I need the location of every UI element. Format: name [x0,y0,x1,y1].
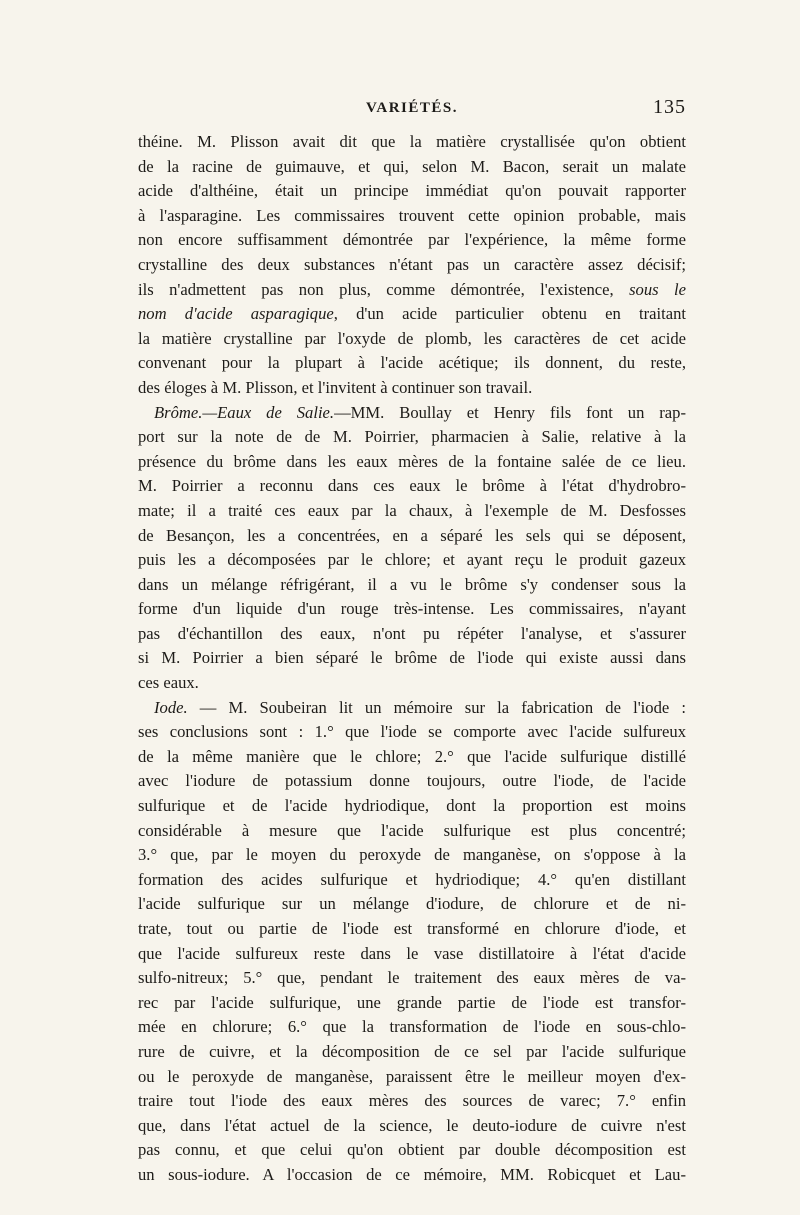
text-line: la matière crystalline par l'oxyde de plomb, les caractères de cet acide [138,328,686,348]
text-line: pas d'échantillon des eaux, n'ont pu répéter l'analyse, et s'assurer [138,623,686,643]
text-line: traire tout l'iode des eaux mères des sources de varec; 7.° enfin [138,1091,686,1111]
text-line: crystalline des deux substances n'étant pas un caractère assez décisif; [138,254,686,274]
text-line: dans un mélange réfrigérant, il a vu le brôme s'y condenser sous la [138,574,686,594]
text-line [138,302,686,327]
text-line: sulfo-nitreux; 5.° que, pendant le traitement des eaux mères de va- [138,968,686,988]
text-line: M. Poirrier a reconnu dans ces eaux le brôme à l'état d'hydrobro- [138,476,686,496]
text-line: sulfurique et de l'acide hydriodique, dont la proportion est moins [138,796,686,816]
text-line: puis les a décomposées par le chlore; et ayant reçu le produit gazeux [138,550,686,570]
text-line: que, dans l'état actuel de la science, le deuto-iodure de cuivre n'est [138,1115,686,1135]
text-line: si M. Poirrier a bien séparé le brôme de l'iode qui existe aussi dans [138,648,686,668]
text-line: considérable à mesure que l'acide sulfurique est plus concentré; [138,820,686,840]
text-line: mée en chlorure; 6.° que la transformation de l'iode en sous-chlo- [138,1017,686,1037]
text-line: ses conclusions sont : 1.° que l'iode se comporte avec l'acide sulfureux [138,722,686,742]
text-line [138,278,686,303]
text-run: ils n'admettent pas non plus, comme démontrée, l'existence, [138,279,614,299]
text-line: de la racine de guimauve, et qui, selon M. Bacon, serait un malate [138,156,686,176]
text-line [138,696,686,721]
text-line: non encore suffisamment démontrée par l'expérience, la même forme [138,230,686,250]
text-line: formation des acides sulfurique et hydriodique; 4.° qu'en distillant [138,869,686,889]
text-line: des éloges à M. Plisson, et l'invitent à continuer son travail. [138,377,533,397]
italic-run: nom d'acide asparagique [138,304,334,324]
text-line: port sur la note de de M. Poirrier, pharmacien à Salie, relative à la [138,427,686,447]
text-line: ou le peroxyde de manganèse, paraissent être le meilleur moyen d'ex- [138,1066,686,1086]
section-heading-iode: Iode. [154,697,188,717]
text-line: convenant pour la plupart à l'acide acétique; ils donnent, du reste, [138,353,686,373]
text-line: 3.° que, par le moyen du peroxyde de manganèse, on s'oppose à la [138,845,686,865]
text-line: ces eaux. [138,673,199,693]
text-run: , d'un acide particulier obtenu en traitant [333,304,686,324]
text-line: forme d'un liquide d'un rouge très-intense. Les commissaires, n'ayant [138,599,686,619]
text-run: —MM. Boullay et Henry fils font un rap- [334,402,686,422]
page-header [138,96,686,126]
text-line: à l'asparagine. Les commissaires trouvent cette opinion probable, mais [138,205,686,225]
page-number: 135 [653,96,686,118]
text-line: rec par l'acide sulfurique, une grande partie de l'iode est transfor- [138,992,686,1012]
section-heading-brome: Brôme.—Eaux de Salie. [154,402,335,422]
text-line: trate, tout ou partie de l'iode est transformé en chlorure d'iode, et [138,919,686,938]
running-title: VARIÉTÉS. [365,100,458,116]
text-line: théine. M. Plisson avait dit que la matière crystallisée qu'on obtient [138,132,686,151]
text-line: rure de cuivre, et la décomposition de ce sel par l'acide sulfurique [138,1041,686,1061]
text-line: l'acide sulfurique sur un mélange d'iodure, de chlorure et de ni- [138,894,686,914]
text-line: pas connu, et que celui qu'on obtient par double décomposition est [138,1140,686,1160]
text-line: mate; il a traité ces eaux par la chaux, à l'exemple de M. Desfosses [138,500,686,520]
text-line: présence du brôme dans les eaux mères de la fontaine salée de ce lieu. [138,451,686,471]
body-text [138,130,686,1188]
text-line: que l'acide sulfureux reste dans le vase distillatoire à l'état d'acide [138,943,686,963]
text-line: acide d'althéine, était un principe immédiat qu'on pouvait rapporter [138,181,686,201]
text-line: avec l'iodure de potassium donne toujours, outre l'iode, de l'acide [138,771,686,791]
text-line [138,401,686,426]
text-run: — M. Soubeiran lit un mémoire sur la fabrication de l'iode : [187,697,686,717]
text-line: un sous-iodure. A l'occasion de ce mémoire, MM. Robicquet et Lau- [138,1164,686,1184]
italic-run: sous le [629,279,686,299]
text-line: de Besançon, les a concentrées, en a séparé les sels qui se déposent, [138,525,686,545]
text-line: de la même manière que le chlore; 2.° que l'acide sulfurique distillé [138,746,686,766]
